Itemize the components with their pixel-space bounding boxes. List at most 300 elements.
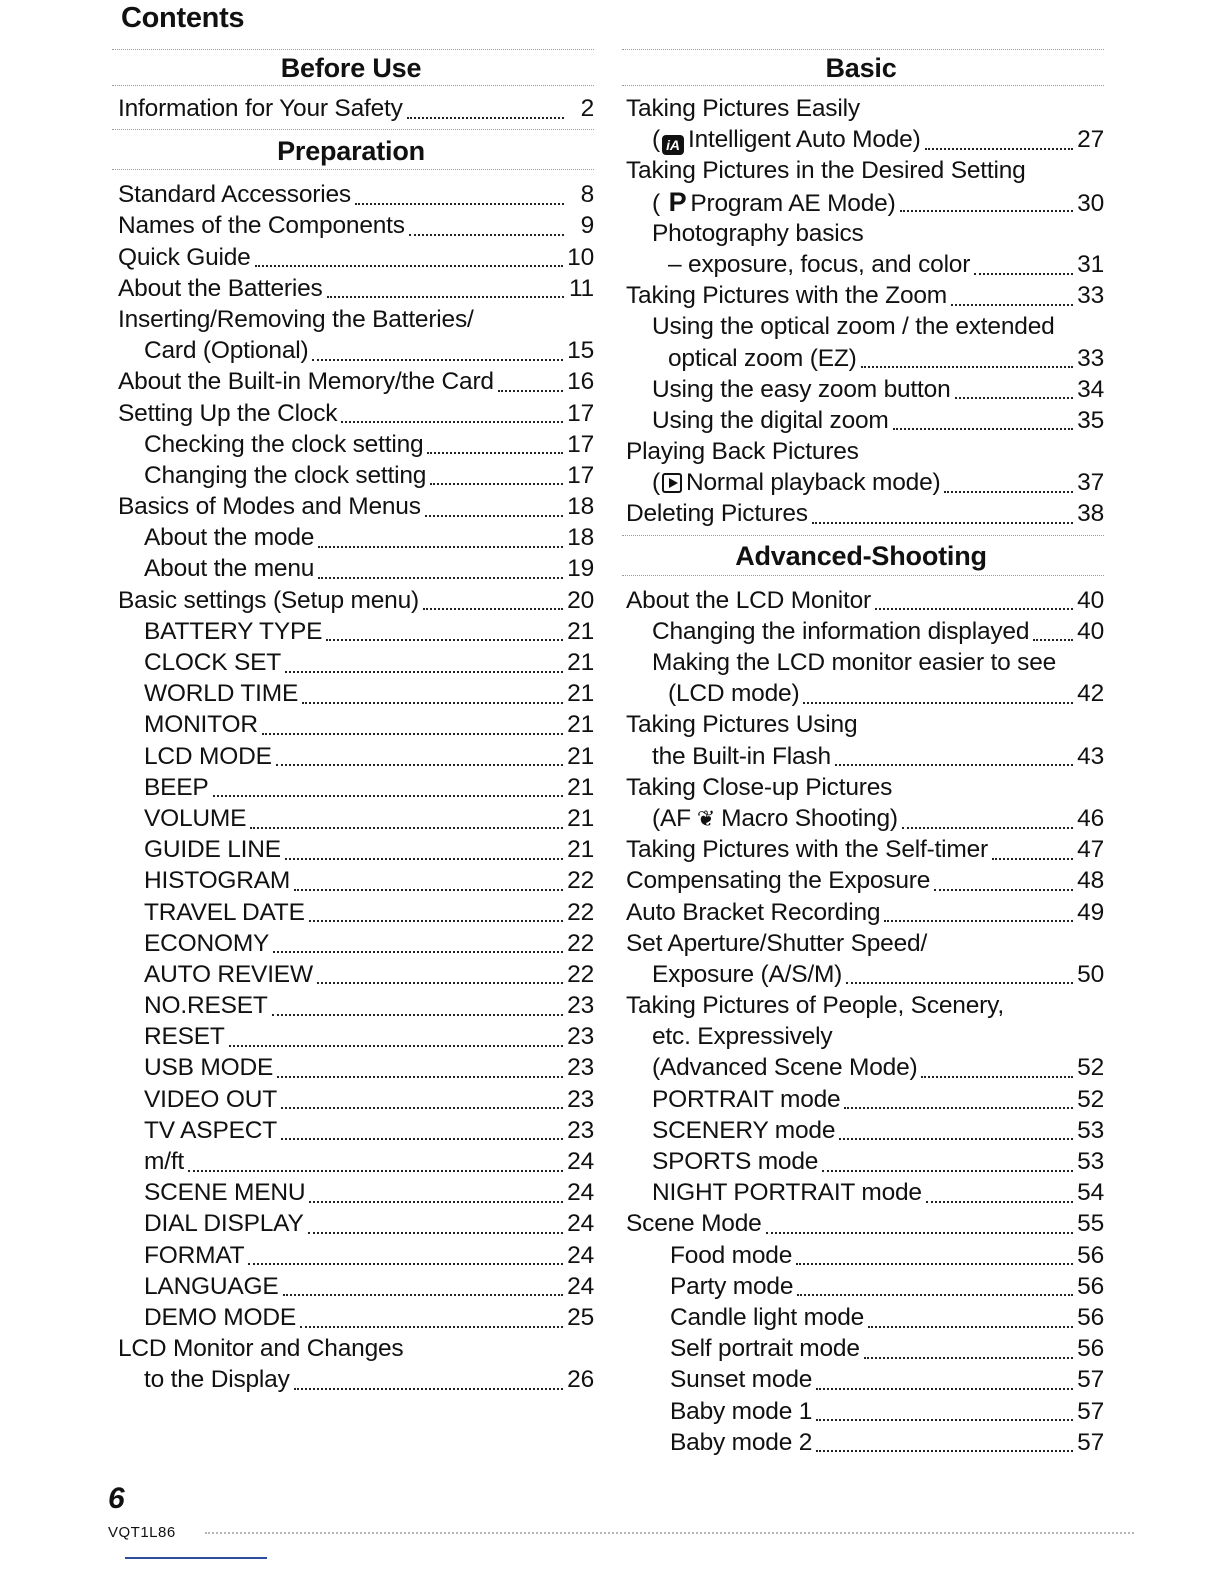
toc-page-number: 21 <box>567 742 594 770</box>
toc-page-number: 54 <box>1077 1179 1104 1207</box>
toc-entry-label <box>144 772 209 803</box>
dot-leader <box>229 1045 563 1047</box>
toc-entry-text: SPORTS mode <box>652 1148 819 1175</box>
toc-entry[interactable] <box>108 1271 594 1302</box>
toc-entry-text: to the Display <box>144 1366 290 1394</box>
toc-entry[interactable] <box>108 1052 594 1083</box>
toc-entry-label <box>144 897 305 928</box>
toc-entry[interactable] <box>618 218 1104 249</box>
dot-leader <box>276 764 563 766</box>
toc-entry-label <box>118 491 421 522</box>
toc-entry-label <box>118 93 403 124</box>
toc-right-column <box>618 46 1104 1460</box>
toc-entry-text: BEEP <box>144 773 209 801</box>
toc-entry-text: Standard Accessories <box>118 181 351 209</box>
toc-entry-text: Playing Back Pictures <box>626 438 859 466</box>
toc-entry[interactable] <box>108 1208 594 1239</box>
toc-entry-text: CLOCK SET <box>144 649 282 676</box>
toc-entry-text: Changing the information displayed <box>652 617 1030 645</box>
dot-leader <box>839 1138 1073 1140</box>
dot-leader <box>902 827 1073 829</box>
toc-entry[interactable] <box>618 498 1104 529</box>
dot-leader <box>326 639 563 641</box>
toc-entry[interactable] <box>108 179 594 210</box>
toc-entry[interactable] <box>108 772 594 803</box>
dot-leader <box>294 889 563 891</box>
toc-entry-label <box>144 647 281 678</box>
toc-entry-list <box>108 90 594 126</box>
dot-leader <box>816 1450 1073 1452</box>
toc-entry-text: Candle light mode <box>670 1303 865 1331</box>
toc-entry[interactable] <box>108 616 594 647</box>
toc-page-number: 35 <box>1077 406 1104 434</box>
toc-entry-text: FORMAT <box>144 1241 245 1269</box>
toc-entry-label <box>652 405 889 436</box>
toc-entry-text: LANGUAGE <box>144 1272 279 1300</box>
toc-page-number: 33 <box>1077 344 1104 372</box>
toc-entry[interactable] <box>618 1364 1104 1395</box>
dot-leader <box>409 234 564 236</box>
toc-entry-label <box>144 1146 184 1177</box>
dot-leader <box>318 577 563 579</box>
toc-entry[interactable] <box>618 343 1104 374</box>
toc-entry-text: Scene Mode <box>626 1210 762 1238</box>
toc-entry-text: AUTO REVIEW <box>144 960 313 988</box>
toc-entry-text: Taking Pictures with the Self-timer <box>626 836 988 864</box>
toc-entry-text: ECONOMY <box>144 929 270 957</box>
toc-entry-label <box>652 616 1029 647</box>
toc-page-number: 48 <box>1077 867 1104 895</box>
toc-entry-label <box>144 678 298 709</box>
toc-entry[interactable] <box>108 335 594 366</box>
toc-entry-text: About the menu <box>144 555 315 583</box>
toc-entry[interactable] <box>108 1146 594 1177</box>
toc-page-number: 23 <box>567 1054 594 1082</box>
toc-entry[interactable] <box>618 1021 1104 1052</box>
toc-entry[interactable] <box>618 1333 1104 1364</box>
toc-entry-text: Using the optical zoom / the extended <box>652 313 1055 341</box>
toc-entry[interactable] <box>618 616 1104 647</box>
toc-entry[interactable] <box>108 304 594 335</box>
toc-entry-label <box>652 1115 835 1146</box>
toc-entry[interactable] <box>618 741 1104 772</box>
toc-page-number: 56 <box>1077 1241 1104 1269</box>
toc-entry-label <box>670 1333 860 1364</box>
toc-entry-label <box>652 1021 832 1052</box>
toc-entry[interactable] <box>108 1177 594 1208</box>
toc-page-number: 50 <box>1077 960 1104 988</box>
dot-leader <box>312 359 563 361</box>
toc-page-number: 25 <box>567 1303 594 1331</box>
dot-leader <box>835 764 1073 766</box>
toc-entry[interactable] <box>108 897 594 928</box>
toc-entry-label <box>626 280 947 311</box>
toc-entry[interactable] <box>618 959 1104 990</box>
toc-entry-text: Taking Pictures with the Zoom <box>626 282 948 310</box>
dot-leader <box>868 1326 1073 1328</box>
toc-entry-text: PORTRAIT mode <box>652 1085 841 1113</box>
toc-entry-text: Sunset mode <box>670 1366 813 1394</box>
toc-entry-label <box>144 741 272 772</box>
toc-entry-label <box>144 429 423 460</box>
toc-entry[interactable] <box>618 1146 1104 1177</box>
toc-entry[interactable] <box>108 928 594 959</box>
dot-leader <box>925 148 1074 150</box>
toc-entry[interactable] <box>618 928 1104 959</box>
toc-entry-label <box>144 1021 225 1052</box>
toc-entry[interactable] <box>108 834 594 865</box>
toc-entry-text: Compensating the Exposure <box>626 867 931 895</box>
toc-entry[interactable] <box>618 1240 1104 1271</box>
dot-leader <box>213 795 564 797</box>
toc-entry-text: – exposure, focus, and color <box>668 250 971 278</box>
toc-entry-text: About the Built-in Memory/the Card <box>118 368 494 396</box>
dot-leader <box>861 366 1074 368</box>
dot-leader <box>317 982 563 984</box>
toc-entry[interactable] <box>108 398 594 429</box>
toc-entry-text: Macro Shooting) <box>721 804 898 832</box>
toc-page-number: 21 <box>567 617 594 645</box>
toc-page-number: 42 <box>1077 680 1104 708</box>
dot-leader <box>327 296 564 298</box>
toc-entry-label <box>144 865 290 896</box>
toc-page-number: 27 <box>1077 126 1104 154</box>
toc-entry[interactable] <box>618 311 1104 342</box>
toc-entry[interactable] <box>108 366 594 397</box>
toc-entry[interactable] <box>618 678 1104 709</box>
toc-entry-label <box>626 709 857 740</box>
toc-entry[interactable] <box>108 1021 594 1052</box>
intelligent-auto-icon: iA <box>662 135 684 155</box>
toc-entry[interactable] <box>108 678 594 709</box>
toc-entry[interactable] <box>618 1271 1104 1302</box>
toc-entry[interactable] <box>108 210 594 241</box>
dot-leader <box>248 1263 563 1265</box>
toc-entry-label <box>670 1396 812 1427</box>
toc-entry[interactable] <box>618 124 1104 155</box>
toc-page-number: 56 <box>1077 1303 1104 1331</box>
toc-entry-label <box>652 311 1055 342</box>
toc-entry-label <box>118 179 351 210</box>
toc-entry[interactable] <box>618 1302 1104 1333</box>
toc-entry[interactable] <box>618 405 1104 436</box>
toc-entry[interactable] <box>108 585 594 616</box>
toc-entry-label <box>652 1084 840 1115</box>
toc-entry[interactable] <box>618 585 1104 616</box>
toc-entry[interactable] <box>618 280 1104 311</box>
toc-entry[interactable] <box>618 1427 1104 1458</box>
toc-entry[interactable] <box>618 249 1104 280</box>
toc-entry-label <box>626 990 1004 1021</box>
toc-entry[interactable] <box>618 865 1104 896</box>
dot-leader <box>427 452 563 454</box>
toc-page-number: 24 <box>567 1241 594 1269</box>
toc-page-number: 24 <box>567 1210 594 1238</box>
toc-entry[interactable] <box>108 522 594 553</box>
toc-entry[interactable] <box>108 553 594 584</box>
toc-entry-label <box>626 772 892 803</box>
toc-entry-text: Set Aperture/Shutter Speed/ <box>626 929 928 957</box>
dot-leader <box>846 982 1073 984</box>
toc-page-number: 11 <box>568 274 594 302</box>
dot-leader <box>273 951 563 953</box>
toc-entry-label <box>626 865 930 896</box>
toc-entry-text: About the LCD Monitor <box>626 586 872 614</box>
dot-leader <box>341 421 563 423</box>
toc-entry-text: optical zoom (EZ) <box>668 344 857 372</box>
toc-entry-text: Party mode <box>670 1272 794 1300</box>
toc-entry-text: Baby mode 1 <box>670 1397 813 1425</box>
toc-entry[interactable] <box>618 93 1104 124</box>
toc-entry[interactable] <box>618 709 1104 740</box>
toc-entry-text: Intelligent Auto Mode) <box>687 126 921 154</box>
toc-entry-label <box>118 273 323 304</box>
toc-entry-text: m/ft <box>144 1148 185 1175</box>
toc-entry-label <box>144 522 314 553</box>
toc-entry-text: LCD Monitor and Changes <box>118 1335 404 1363</box>
toc-page-number: 15 <box>567 337 594 365</box>
toc-entry-label <box>144 1208 304 1239</box>
toc-entry-label <box>118 366 494 397</box>
toc-entry-text: SCENERY mode <box>652 1116 836 1144</box>
toc-entry-text: Names of the Components <box>118 212 405 240</box>
toc-entry-list <box>618 582 1104 1460</box>
toc-entry-label <box>652 1146 818 1177</box>
dot-leader <box>309 1201 563 1203</box>
dot-leader <box>951 304 1073 306</box>
toc-entry[interactable] <box>108 273 594 304</box>
toc-page-number: 26 <box>567 1366 594 1394</box>
section-before-use <box>108 46 594 126</box>
toc-entry[interactable] <box>618 647 1104 678</box>
dot-leader <box>900 210 1074 212</box>
section-heading: Basic <box>618 46 1104 90</box>
toc-entry-text: MONITOR <box>144 711 258 739</box>
toc-page-number: 53 <box>1077 1148 1104 1175</box>
toc-entry-text: Basics of Modes and Menus <box>118 493 421 521</box>
toc-entry[interactable] <box>108 647 594 678</box>
toc-entry[interactable] <box>108 1302 594 1333</box>
toc-entry-prefix: ( <box>652 469 660 497</box>
toc-entry-label <box>144 959 313 990</box>
toc-page-number: 17 <box>567 430 594 458</box>
toc-page-number: 40 <box>1077 586 1104 614</box>
toc-entry-label <box>668 343 857 374</box>
toc-entry-label <box>144 1271 279 1302</box>
toc-entry[interactable] <box>108 491 594 522</box>
toc-entry[interactable] <box>108 990 594 1021</box>
toc-entry-text: Information for Your Safety <box>118 95 403 122</box>
toc-entry[interactable] <box>108 93 594 124</box>
dot-leader <box>796 1263 1073 1265</box>
toc-entry-label <box>670 1302 864 1333</box>
toc-entry-text: DIAL DISPLAY <box>144 1210 304 1238</box>
toc-page-number: 31 <box>1077 250 1104 278</box>
toc-page-number: 22 <box>567 867 594 895</box>
toc-page-number: 23 <box>567 1085 594 1113</box>
toc-page-number: 24 <box>567 1148 594 1175</box>
toc-entry-label <box>144 1240 244 1271</box>
section-heading: Before Use <box>108 46 594 90</box>
toc-entry[interactable] <box>108 959 594 990</box>
toc-entry[interactable] <box>108 865 594 896</box>
toc-entry[interactable] <box>108 242 594 273</box>
toc-entry-text: Normal playback mode) <box>685 469 941 497</box>
toc-page-number: 21 <box>567 649 594 676</box>
toc-page-number: 2 <box>580 95 594 122</box>
toc-page-number: 21 <box>567 804 594 832</box>
toc-entry[interactable] <box>618 1115 1104 1146</box>
toc-entry-label <box>652 218 864 249</box>
toc-entry[interactable] <box>618 436 1104 467</box>
toc-entry-text: LCD MODE <box>144 742 272 770</box>
program-ae-icon: P <box>668 186 687 217</box>
toc-entry[interactable] <box>618 1208 1104 1239</box>
dot-leader <box>816 1419 1073 1421</box>
toc-entry[interactable] <box>108 741 594 772</box>
toc-entry[interactable] <box>618 1177 1104 1208</box>
toc-page-number: 33 <box>1077 282 1104 310</box>
document-code: VQT1L86 <box>108 1524 176 1541</box>
toc-entry-label <box>144 1084 277 1115</box>
toc-page-number: 9 <box>580 212 594 240</box>
toc-page-number: 52 <box>1077 1054 1104 1082</box>
dot-leader <box>308 1232 564 1234</box>
dot-leader <box>934 889 1073 891</box>
toc-entry[interactable] <box>108 709 594 740</box>
toc-entry-label <box>118 1333 403 1364</box>
dot-leader <box>309 920 563 922</box>
toc-page-number: 47 <box>1077 836 1104 864</box>
toc-entry-text: SCENE MENU <box>144 1179 306 1207</box>
toc-entry[interactable] <box>618 1396 1104 1427</box>
toc-entry-text: Checking the clock setting <box>144 430 424 458</box>
toc-entry-label <box>668 678 799 709</box>
toc-entry-text: GUIDE LINE <box>144 836 281 864</box>
toc-entry-text: BATTERY TYPE <box>144 617 323 645</box>
toc-entry[interactable] <box>618 374 1104 405</box>
toc-entry-label <box>144 990 268 1021</box>
section-basic <box>618 46 1104 532</box>
macro-tulip-icon: ❦ <box>696 805 716 831</box>
toc-entry-label <box>652 647 1056 678</box>
toc-entry-text: Deleting Pictures <box>626 500 808 528</box>
toc-entry[interactable] <box>618 803 1104 834</box>
dot-leader <box>407 117 564 119</box>
toc-entry-label <box>626 155 1026 186</box>
toc-entry[interactable] <box>108 803 594 834</box>
toc-page-number: 21 <box>567 773 594 801</box>
toc-entry-text: Food mode <box>670 1241 793 1269</box>
toc-entry[interactable] <box>108 1115 594 1146</box>
dot-leader <box>884 920 1073 922</box>
toc-entry-label <box>652 959 842 990</box>
toc-entry-text: HISTOGRAM <box>144 867 291 895</box>
toc-entry[interactable] <box>618 467 1104 498</box>
toc-entry-list <box>618 90 1104 532</box>
toc-entry[interactable] <box>108 1333 594 1364</box>
toc-page-number: 23 <box>567 1116 594 1144</box>
toc-page-number: 40 <box>1077 617 1104 645</box>
toc-entry[interactable] <box>618 1052 1104 1083</box>
toc-page-number: 23 <box>567 1023 594 1051</box>
toc-entry-label <box>144 460 426 491</box>
dot-leader <box>281 1138 563 1140</box>
dot-leader <box>318 546 563 548</box>
dot-leader <box>294 1388 564 1390</box>
toc-entry[interactable] <box>618 155 1104 186</box>
dot-leader <box>423 608 563 610</box>
toc-entry-label <box>144 803 246 834</box>
toc-entry-text: Setting Up the Clock <box>118 399 338 427</box>
toc-entry[interactable] <box>108 1364 594 1395</box>
toc-entry-label <box>626 585 871 616</box>
toc-page-number: 57 <box>1077 1428 1104 1456</box>
toc-entry-label <box>626 897 880 928</box>
dot-leader <box>1033 639 1073 641</box>
toc-entry-text: etc. Expressively <box>652 1023 833 1051</box>
dot-leader <box>992 858 1073 860</box>
dot-leader <box>272 1014 564 1016</box>
toc-page-number: 18 <box>567 493 594 521</box>
toc-entry-label <box>626 834 988 865</box>
toc-entry[interactable] <box>108 429 594 460</box>
toc-entry[interactable] <box>618 187 1104 218</box>
page-title: Contents <box>121 2 245 34</box>
toc-entry-text: TV ASPECT <box>144 1116 277 1144</box>
toc-entry-label <box>118 585 419 616</box>
toc-entry[interactable] <box>108 1084 594 1115</box>
toc-entry-text: Basic settings (Setup menu) <box>118 586 419 614</box>
toc-entry-label <box>670 1271 793 1302</box>
toc-entry[interactable] <box>618 897 1104 928</box>
toc-entry[interactable] <box>618 834 1104 865</box>
toc-page-number: 10 <box>567 243 594 271</box>
toc-page-number: 16 <box>567 368 594 396</box>
toc-page-number: 17 <box>567 399 594 427</box>
toc-entry[interactable] <box>618 990 1104 1021</box>
toc-entry-label <box>118 210 405 241</box>
toc-page-number: 55 <box>1077 1210 1104 1238</box>
toc-page-number: 21 <box>567 680 594 708</box>
toc-page-number: 34 <box>1077 375 1104 403</box>
toc-page-number: 18 <box>567 524 594 552</box>
toc-entry-text: Self portrait mode <box>670 1335 860 1363</box>
toc-entry-label <box>652 374 951 405</box>
toc-page-number: 20 <box>567 586 594 614</box>
section-heading: Preparation <box>108 126 594 176</box>
toc-entry-text: Taking Pictures of People, Scenery, <box>626 992 1004 1020</box>
toc-page-number: 56 <box>1077 1272 1104 1300</box>
toc-page-number: 19 <box>567 555 594 583</box>
toc-entry[interactable] <box>108 1240 594 1271</box>
toc-entry-label <box>144 709 258 740</box>
toc-entry[interactable] <box>618 1084 1104 1115</box>
toc-entry[interactable] <box>108 460 594 491</box>
toc-entry-text: DEMO MODE <box>144 1303 297 1331</box>
toc-entry-text: Exposure (A/S/M) <box>652 960 843 988</box>
toc-entry-text: Program AE Mode) <box>690 189 896 217</box>
toc-entry-label <box>626 436 859 467</box>
toc-entry[interactable] <box>618 772 1104 803</box>
toc-entry-label <box>652 467 940 498</box>
toc-entry-label <box>144 1302 296 1333</box>
dot-leader <box>188 1170 563 1172</box>
dot-leader <box>844 1107 1073 1109</box>
toc-entry-prefix: ( <box>652 189 667 217</box>
toc-entry-text: Making the LCD monitor easier to see <box>652 649 1057 676</box>
dot-leader <box>285 671 563 673</box>
